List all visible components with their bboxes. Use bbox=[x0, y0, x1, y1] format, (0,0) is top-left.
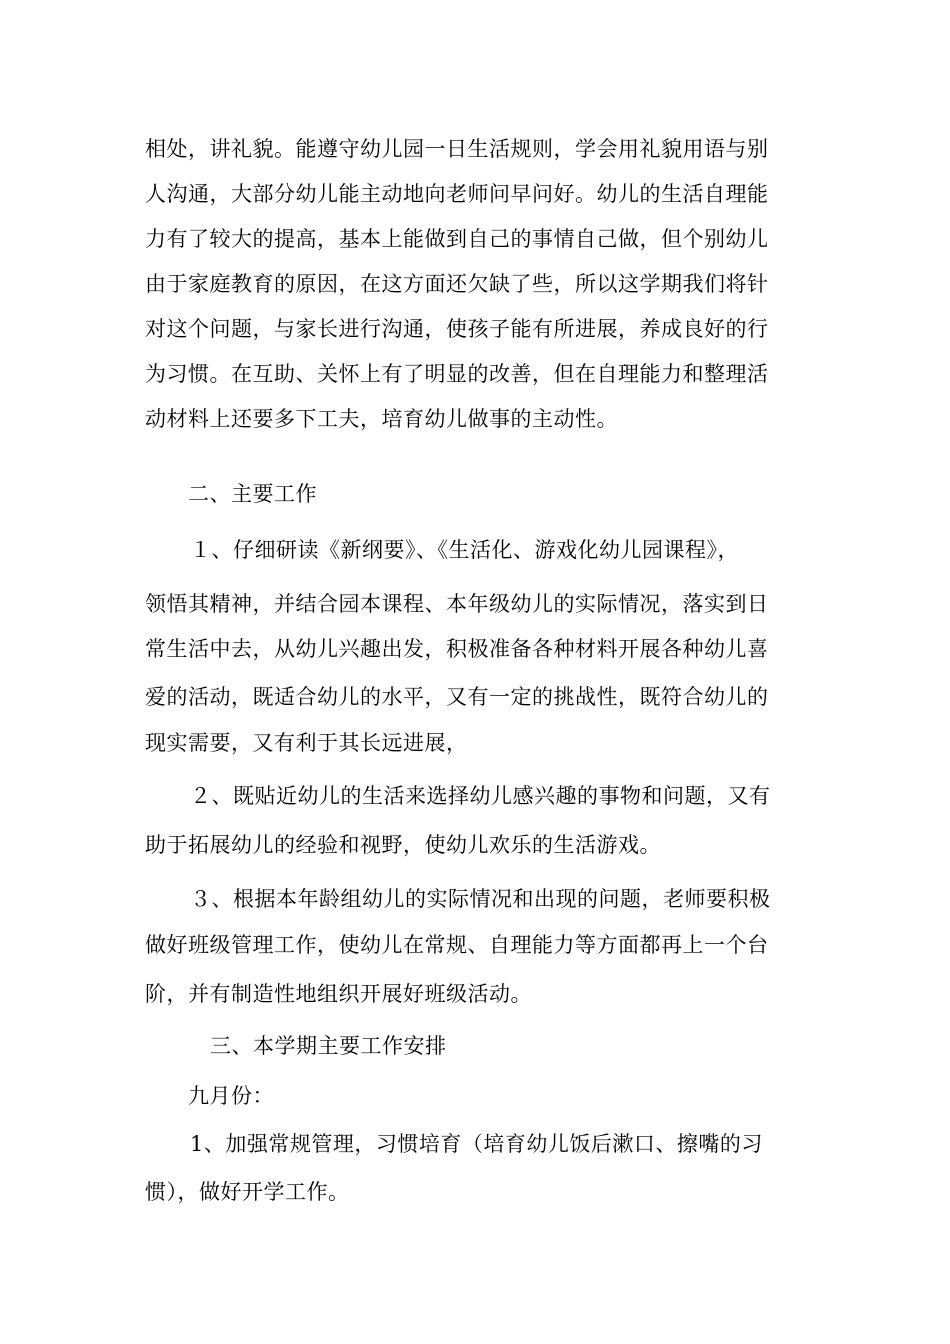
text-line-4: 由于家庭教育的原因，在这方面还欠缺了些，所以这学期我们将针 bbox=[145, 272, 769, 296]
text-line-17: 做好班级管理工作，使幼儿在常规、自理能力等方面都再上一个台 bbox=[145, 933, 769, 957]
section-heading-2: 二、主要工作 bbox=[188, 482, 317, 506]
text-line-16: ３、根据本年龄组幼儿的实际情况和出现的问题，老师要积极 bbox=[190, 887, 771, 911]
text-line-5: 对这个问题，与家长进行沟通，使孩子能有所进展，养成良好的行 bbox=[145, 317, 769, 341]
text-line-15: 助于拓展幼儿的经验和视野，使幼儿欢乐的生活游戏。 bbox=[145, 833, 661, 857]
text-line-11: 常生活中去，从幼儿兴趣出发，积极准备各种材料开展各种幼儿喜 bbox=[145, 637, 769, 661]
text-line-1: 相处，讲礼貌。能遵守幼儿园一日生活规则，学会用礼貌用语与别 bbox=[145, 137, 769, 161]
text-line-6: 为习惯。在互助、关怀上有了明显的改善，但在自理能力和整理活 bbox=[145, 362, 769, 386]
text-line-14: ２、既贴近幼儿的生活来选择幼儿感兴趣的事物和问题，又有 bbox=[190, 784, 771, 808]
text-line-3: 力有了较大的提高，基本上能做到自己的事情自己做，但个别幼儿 bbox=[145, 227, 769, 251]
text-line-18: 阶，并有制造性地组织开展好班级活动。 bbox=[145, 982, 532, 1006]
text-line-2: 人沟通，大部分幼儿能主动地向老师问早问好。幼儿的生活自理能 bbox=[145, 182, 769, 206]
text-line-21: 1、加强常规管理，习惯培育（培育幼儿饭后漱口、擦嘴的习 bbox=[190, 1132, 763, 1156]
text-line-10: 领悟其精神，并结合园本课程、本年级幼儿的实际情况，落实到日 bbox=[145, 592, 769, 616]
text-line-13: 现实需要，又有利于其长远进展， bbox=[145, 731, 468, 755]
section-heading-3: 三、本学期主要工作安排 bbox=[210, 1034, 447, 1058]
month-heading: 九月份： bbox=[188, 1084, 274, 1108]
text-line-7: 动材料上还要多下工夫，培育幼儿做事的主动性。 bbox=[145, 407, 618, 431]
text-line-9: １、仔细研读《新纲要》、《生活化、游戏化幼儿园课程》， bbox=[190, 538, 739, 562]
text-line-22: 惯），做好开学工作。 bbox=[145, 1180, 350, 1204]
text-line-12: 爱的活动，既适合幼儿的水平，又有一定的挑战性，既符合幼儿的 bbox=[145, 685, 769, 709]
